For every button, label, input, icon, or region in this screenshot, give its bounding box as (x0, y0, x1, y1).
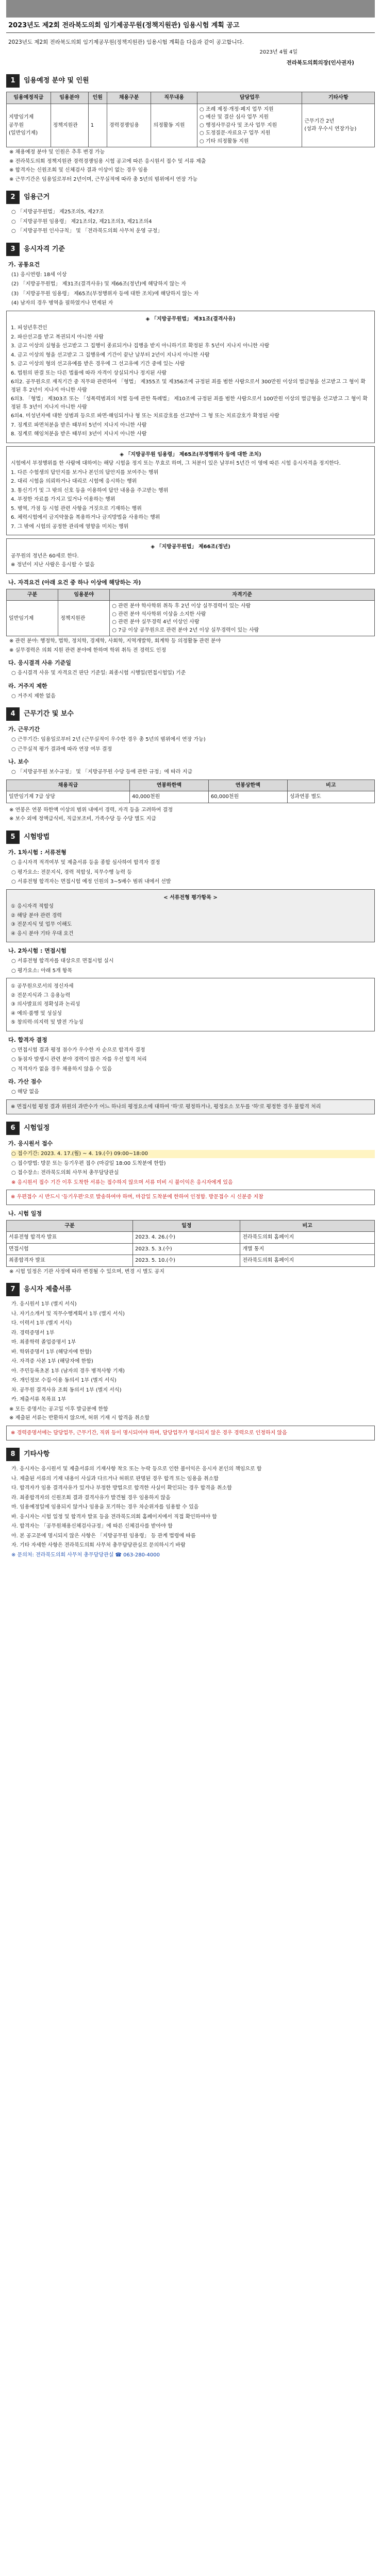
table-header-cell: 임용분야 (58, 589, 110, 601)
paragraph: ○ 거주지 제한 없음 (11, 693, 56, 699)
list-item: 5. 금고 이상의 형의 선고유예를 받은 경우에 그 선고유예 기간 중에 있는 사람 (11, 361, 185, 367)
paragraph: ○ 응시자격 적격여부 및 제출서류 등을 종합 심사하여 합격자 결정 (11, 860, 160, 866)
table-row (7, 1232, 375, 1244)
paragraph: ○ 「지방공무원 보수규정」 및 「지방공무원 수당 등에 관한 규정」에 따라 지급 (11, 769, 192, 775)
lead-text: 2023년도 제2회 전라북도의회 임기제공무원(정책지원관) 임용시험 계획을 다음과 같이 공고합니다. (8, 39, 244, 46)
table-header-cell: 자격기준 (110, 589, 375, 601)
list-item: 6의4. 미성년자에 대한 성범죄 등으로 파면·해임되거나 형 또는 치료감호를 선고받아 그 형 또는 치료감호가 확정된 사람 (11, 413, 279, 419)
table-cell: 60,000천원 (208, 791, 287, 803)
announcement-date: 2023년 4월 4일 (259, 49, 297, 56)
paragraph: ○ 평가요소: 전문지식, 경력 적합성, 직무수행 능력 등 (11, 869, 132, 875)
subsection-title: 다. 응시결격 사유 기준일 (8, 659, 71, 667)
note: ※ 채용예정 분야 및 인원은 추후 변경 가능 (9, 149, 105, 156)
list-item: 6의3. 「형법」 제303조 또는 「성폭력범죄의 처벌 등에 관한 특례법」 제10조에 규정된 죄를 범한 사람으로서 100만원 이상의 벌금형을 선고받고 그 형이 확정된 후 3년이 지나지 아니한 사람 (11, 396, 368, 410)
table-cell: 의정활동 지원 (151, 104, 197, 147)
list-item: 가. 응시자는 응시원서 및 제출서류의 기재사항 착오 또는 누락 등으로 인한 불이익은 응시자 본인의 책임으로 함 (11, 1466, 262, 1472)
table-header-cell: 임용예정직급 (7, 92, 51, 104)
section-6-header (6, 1122, 375, 1135)
table-cell: ○ 관련 분야 학사학위 취득 후 2년 이상 실무경력이 있는 사람 ○ 관련 분야 석사학위 이상을 소지한 사람 ○ 관련 분야 실무경력 4년 이상인 사람 ○ 7급 이상 공무원으로 관련 분야 2년 이상 실무경력이 있는 사람 (110, 601, 375, 636)
recruitment-table (6, 92, 375, 147)
subsection-title: 다. 합격자 결정 (8, 1036, 47, 1043)
table-cell: 성과연봉 별도 (287, 791, 374, 803)
paragraph: ○ 서류전형 합격자는 면접시험 예정 인원의 3~5배수 범위 내에서 선발 (11, 879, 171, 885)
paragraph: ○ 평가요소: 아래 5개 항목 (11, 968, 73, 974)
note: ※ 제출된 서류는 반환하지 않으며, 허위 기재 시 합격을 취소함 (9, 1415, 150, 1421)
table-cell: 2023. 4. 26.(수) (133, 1232, 240, 1244)
salary-table (6, 779, 375, 803)
paragraph: ○ 「지방공무원 인사규칙」 및 「전라북도의회 사무처 운영 규정」 (11, 228, 163, 234)
paragraph: (1) 응시연령: 18세 이상 (11, 272, 67, 278)
table-cell: 40,000천원 (129, 791, 208, 803)
note: ※ 보수 외에 정액급식비, 직급보조비, 가족수당 등 수당 별도 지급 (9, 816, 156, 822)
paragraph: ○ 접수장소: 전라북도의회 사무처 총무담당관실 (11, 1170, 119, 1176)
list-item: 가. 응시원서 1부 (별지 서식) (11, 1301, 77, 1308)
paragraph: ○ 해당 없음 (11, 1089, 39, 1095)
list-item: 나. 자기소개서 및 직무수행계획서 1부 (별지 서식) (11, 1311, 125, 1317)
list-item: ③ 전문지식 및 업무 이해도 (11, 922, 72, 927)
paragraph: (2) 「지방공무원법」 제31조(결격사유) 및 제66조(정년)에 해당하지 않는 자 (11, 281, 186, 287)
table-cell: 최종합격자 발표 (7, 1255, 133, 1267)
table-header-cell: 직무내용 (151, 92, 197, 104)
list-item: 나. 제출된 서류의 기재 내용이 사실과 다르거나 허위로 판명된 경우 합격 또는 임용을 취소함 (11, 1476, 219, 1482)
paragraph: (3) 「지방공무원 임용령」 제65조(부정행위자 등에 대한 조치)에 해당하지 않는 자 (11, 291, 199, 297)
career-cert-box: ※ 경력증명서에는 담당업무, 근무기간, 직위 등이 명시되어야 하며, 담당업무가 명시되지 않은 경우 경력으로 인정하지 않음 (6, 1426, 375, 1441)
list-item: ② 전문지식과 그 응용능력 (11, 992, 71, 998)
section-8-header (6, 1448, 375, 1461)
note: ※ 연봉은 연봉 하한액 이상의 범위 내에서 경력, 자격 등을 고려하여 결정 (9, 807, 173, 813)
mail-warning-box: ※ 우편접수 시 반드시 '등기우편'으로 발송하여야 하며, 마감일 도착분에 한하여 인정함. 방문접수 시 신분증 지참 (6, 1190, 375, 1205)
list-item: 4. 부정한 자료를 가지고 있거나 이용하는 행위 (11, 497, 115, 503)
subsection-title: 가. 응시원서 접수 (8, 1140, 53, 1147)
paragraph: ○ 동점자 발생시 관련 분야 경력이 많은 자를 우선 합격 처리 (11, 1057, 147, 1063)
table-cell: 전라북도의회 홈페이지 (240, 1232, 375, 1244)
table-cell: 개별 통지 (240, 1243, 375, 1255)
note: ※ 합격자는 신원조회 및 신체검사 결과 이상이 없는 경우 임용 (9, 167, 148, 174)
list-item: 6의2. 공무원으로 재직기간 중 직무와 관련하여 「형법」 제355조 및 제356조에 규정된 죄를 범한 사람으로서 300만원 이상의 벌금형을 선고받고 그 형이 확정된 후 2년이 지나지 아니한 사람 (11, 379, 366, 393)
table-header-cell: 비고 (287, 779, 374, 791)
table-cell: 근무기간 2년 (성과 우수시 연장가능) (302, 104, 375, 147)
section-number: 3 (6, 243, 20, 256)
list-item: 바. 학위증명서 1부 (해당자에 한함) (11, 1349, 92, 1355)
table-header-cell: 구분 (7, 1220, 133, 1232)
paragraph: ○ 응시결격 사유 및 자격요건 판단 기준일: 최종시험 시행일(면접시험일) 기준 (11, 670, 186, 676)
box-title: < 서류전형 평가항목 > (163, 894, 218, 901)
table-cell: 정책지원관 (51, 104, 88, 147)
section-number: 8 (6, 1448, 20, 1461)
schedule-table (6, 1220, 375, 1267)
table-cell: 서류전형 합격자 발표 (7, 1232, 133, 1244)
list-item: 카. 제출서류 목록표 1부 (11, 1397, 67, 1403)
list-item: 아. 본 공고문에 명시되지 않은 사항은 「지방공무원 임용령」 등 관계 법령에 따름 (11, 1533, 196, 1539)
list-item: 6. 체력시험에서 금지약물을 복용하거나 금지방법을 사용하는 행위 (11, 515, 160, 521)
section-title: 기타사항 (24, 1450, 50, 1459)
list-item: 차. 공무원 결격사유 조회 동의서 1부 (별지 서식) (11, 1387, 122, 1393)
subsection-title: 가. 공통요건 (8, 261, 40, 268)
page-title: 2023년도 제2회 전라북도의회 임기제공무원(정책지원관) 임용시험 계획 공고 (6, 21, 375, 33)
list-item: ④ 예의·품행 및 성실성 (11, 1010, 62, 1016)
list-item: 다. 합격자가 임용 결격사유가 있거나 부정한 방법으로 합격한 사실이 확인되는 경우 합격을 취소함 (11, 1485, 232, 1492)
list-item: 마. 임용예정일에 임용되지 않거나 임용을 포기하는 경우 차순위자를 임용할 수 있음 (11, 1504, 199, 1511)
list-item: 라. 경력증명서 1부 (11, 1330, 55, 1336)
list-item: 2. 대리 시험을 의뢰하거나 대리로 시험에 응시하는 행위 (11, 479, 137, 485)
table-cell: 면접시험 (7, 1243, 133, 1255)
table-cell: 1 (88, 104, 107, 147)
announcing-org: 전라북도의회의장(인사권자) (286, 59, 354, 66)
section-3-header (6, 243, 375, 256)
list-item: 3. 금고 이상의 실형을 선고받고 그 집행이 종료되거나 집행을 받지 아니하기로 확정된 후 5년이 지나지 아니한 사람 (11, 343, 270, 349)
table-header-cell: 일정 (133, 1220, 240, 1232)
table-header-cell: 담당업무 (197, 92, 302, 104)
list-item: 시험에서 부정행위를 한 사람에 대하여는 해당 시험을 정지 또는 무효로 하며, 그 처분이 있은 날부터 5년간 이 영에 따른 시험 응시자격을 정지한다. (11, 461, 341, 467)
subsection-title: 가. 근무기간 (8, 726, 40, 733)
section-title: 임용근거 (24, 193, 50, 201)
section-title: 응시자 제출서류 (24, 1285, 72, 1294)
section-number: 4 (6, 707, 20, 721)
list-item: 사. 자격증 사본 1부 (해당자에 한함) (11, 1359, 93, 1365)
subsection-title: 나. 보수 (8, 758, 29, 766)
list-item: ⑤ 창의력·의지력 및 발전 가능성 (11, 1020, 84, 1026)
table-header-cell: 비고 (240, 1220, 375, 1232)
table-cell: 일반임기제 (7, 601, 58, 636)
list-item: 1. 피성년후견인 (11, 325, 47, 331)
list-item: 공무원의 정년은 60세로 한다. (11, 553, 79, 559)
table-cell: 경력경쟁임용 (107, 104, 151, 147)
table-header-cell: 임용분야 (51, 92, 88, 104)
section-4-header (6, 707, 375, 721)
list-item: 2. 파산선고를 받고 복권되지 아니한 사람 (11, 334, 104, 340)
section-number: 7 (6, 1283, 20, 1296)
list-item: 바. 응시자는 시험 일정 및 합격자 발표 등을 전라북도의회 홈페이지에서 직접 확인하여야 함 (11, 1514, 217, 1520)
section-1-header (6, 74, 375, 88)
list-item: 사. 합격자는 「공무원채용신체검사규정」에 따른 신체검사를 받아야 함 (11, 1523, 173, 1530)
list-item: 4. 금고 이상의 형을 선고받고 그 집행유예 기간이 끝난 날부터 2년이 지나지 아니한 사람 (11, 352, 210, 358)
paragraph: ○ 접수방법: 방문 또는 등기우편 접수 (마감일 18:00 도착분에 한함) (11, 1160, 166, 1166)
table-header-cell: 채용직급 (7, 779, 130, 791)
list-item: ① 응시자격 적합성 (11, 904, 54, 909)
paragraph: (4) 남자의 경우 병역을 필하였거나 면제된 자 (11, 300, 113, 307)
box-title: ◈ 「지방공무원법」 제31조(결격사유) (145, 316, 236, 322)
contact-info: ※ 문의처: 전라북도의회 사무처 총무담당관실 ☎ 063-280-4000 (11, 1552, 160, 1558)
list-item: ① 공무원으로서의 정신자세 (11, 984, 74, 990)
note: ※ 근무기간은 임용일로부터 2년이며, 근무실적에 따라 총 5년의 범위에서 연장 가능 (9, 176, 198, 182)
list-item: ※ 정년이 지난 사람은 응시할 수 없음 (11, 562, 95, 568)
table-row (7, 1243, 375, 1255)
list-item: ③ 의사발표의 정확성과 논리성 (11, 1002, 80, 1008)
table-header-cell: 연봉상한액 (208, 779, 287, 791)
note: ※ 실무경력은 의회 지원 관련 분야에 한하며 학위 취득 전 경력도 인정 (9, 647, 167, 653)
section-5-header (6, 831, 375, 844)
paragraph: ○ 근무기간: 임용일로부터 2년 (근무실적이 우수한 경우 총 5년의 범위에서 연장 가능) (11, 737, 206, 743)
subsection-title: 나. 2차시험 : 면접시험 (8, 947, 67, 954)
box-title: ◈ 「지방공무원법」 제66조(정년) (151, 544, 230, 550)
section-title: 임용예정 분야 및 인원 (24, 77, 89, 85)
list-item: 아. 주민등록초본 1부 (남자의 경우 병적사항 기재) (11, 1368, 125, 1374)
section-number: 1 (6, 74, 20, 88)
section-title: 시험방법 (24, 833, 50, 841)
list-item: 마. 최종학력 졸업증명서 1부 (11, 1340, 76, 1346)
section-number: 5 (6, 831, 20, 844)
list-item: 5. 병역, 가점 등 시험 관련 사항을 거짓으로 기재하는 행위 (11, 505, 142, 512)
note: ※ 시험 일정은 기관 사정에 따라 변경될 수 있으며, 변경 시 별도 공지 (9, 1268, 164, 1275)
note: ※ 관련 분야: 행정학, 법학, 정치학, 경제학, 사회학, 지역개발학, 회계학 등 의정활동 관련 분야 (9, 638, 221, 645)
subsection-title: 라. 가산 점수 (8, 1078, 42, 1086)
list-item: ② 해당 분야 관련 경력 (11, 912, 62, 919)
list-item: 6. 법원의 판결 또는 다른 법률에 따라 자격이 상실되거나 정지된 사람 (11, 370, 167, 376)
paragraph: ○ 「지방공무원 임용령」 제21조의2, 제21조의3, 제21조의4 (11, 218, 152, 225)
table-row (7, 1255, 375, 1267)
retirement-box (6, 538, 375, 574)
table-header-cell: 연봉하한액 (129, 779, 208, 791)
table-cell: ○ 조례 제정·개정·폐지 업무 지원 ○ 예산 및 결산 심사 업무 지원 ○ 행정사무감사 및 조사 업무 지원 ○ 도정질문·자료요구 업무 지원 ○ 기타 의정활동 지원 (197, 104, 302, 147)
paragraph: ○ 근무실적 평가 결과에 따라 연장 여부 결정 (11, 746, 112, 752)
section-title: 근무기간 및 보수 (24, 710, 74, 718)
list-item: 3. 통신기기 및 그 밖의 신호 등을 이용하여 답안 내용을 주고받는 행위 (11, 487, 169, 494)
top-banner (6, 0, 375, 18)
section-title: 응시자격 기준 (24, 245, 65, 253)
subsection-title: 가. 1차시험 : 서류전형 (8, 849, 67, 856)
table-cell: 정책지원관 (58, 601, 110, 636)
list-item: 라. 최종합격자의 신원조회 결과 결격사유가 발견될 경우 임용하지 않음 (11, 1495, 171, 1501)
interview-criteria-box (6, 978, 375, 1031)
list-item: 다. 이력서 1부 (별지 서식) (11, 1320, 72, 1327)
paragraph: ○ 면접시험 결과 평정 점수가 우수한 자 순으로 합격자 결정 (11, 1047, 145, 1053)
table-header-cell: 구분 (7, 589, 58, 601)
list-item: 8. 징계로 해임처분을 받은 때부터 3년이 지나지 아니한 사람 (11, 431, 147, 437)
document-review-box (6, 889, 375, 943)
table-header-cell: 기타사항 (302, 92, 375, 104)
list-item: 자. 개인정보 수집·이용 동의서 1부 (별지 서식) (11, 1378, 117, 1384)
subsection-title: 라. 거주지 제한 (8, 682, 47, 689)
list-item: 1. 다른 수험생의 답안지를 보거나 본인의 답안지를 보여주는 행위 (11, 469, 159, 476)
table-header-cell: 인원 (88, 92, 107, 104)
section-title: 시험일정 (24, 1124, 50, 1132)
qualification-table (6, 589, 375, 637)
note: ※ 전라북도의회 정책지원관 경력경쟁임용 시험 공고에 따른 응시원서 접수 및 서류 제출 (9, 158, 206, 164)
list-item: 자. 기타 자세한 사항은 전라북도의회 사무처 총무담당관실로 문의하시기 바람 (11, 1543, 186, 1549)
section-number: 6 (6, 1122, 20, 1135)
section-7-header (6, 1283, 375, 1296)
disqualification-box (6, 311, 375, 443)
paragraph: ○ 서류전형 합격자를 대상으로 면접시험 실시 (11, 958, 114, 964)
misconduct-box (6, 446, 375, 536)
fail-criteria-box: ※ 면접시험 평정 결과 위원의 과반수가 어느 하나의 평정요소에 대하여 '하'로 평정하거나, 평정요소 모두를 '하'로 평정한 경우 불합격 처리 (6, 1099, 375, 1115)
table-cell: 지방임기제 공무원 (일반임기제) (7, 104, 51, 147)
box-title: ◈ 「지방공무원 임용령」 제65조(부정행위자 등에 대한 조치) (120, 451, 261, 457)
subsection-title: 나. 자격요건 (아래 요건 중 하나 이상에 해당하는 자) (8, 579, 141, 586)
table-cell: 2023. 5. 10.(수) (133, 1255, 240, 1267)
subsection-title: 나. 시험 일정 (8, 1210, 42, 1217)
paragraph: ○ 「지방공무원법」 제25조의5, 제27조 (11, 209, 104, 215)
section-2-header (6, 191, 375, 204)
note: ※ 모든 증명서는 공고일 이후 발급분에 한함 (9, 1406, 108, 1412)
list-item: 7. 그 밖에 시험의 공정한 관리에 영향을 미치는 행위 (11, 523, 129, 530)
paragraph: ○ 적격자가 없을 경우 채용하지 않을 수 있음 (11, 1066, 112, 1072)
paragraph: ○ 접수기간: 2023. 4. 17.(월) ~ 4. 19.(수) 09:00~18:00 (11, 1150, 375, 1158)
list-item: 7. 징계로 파면처분을 받은 때부터 5년이 지나지 아니한 사람 (11, 422, 147, 428)
table-header-cell: 채용구분 (107, 92, 151, 104)
table-cell: 2023. 5. 3.(수) (133, 1243, 240, 1255)
table-cell: 일반임기제 7급 상당 (7, 791, 130, 803)
warning-text: ※ 응시원서 접수 기간 이후 도착한 서류는 접수하지 않으며 서류 미비 시 불이익은 응시자에게 있음 (11, 1179, 233, 1185)
table-cell: 전라북도의회 홈페이지 (240, 1255, 375, 1267)
section-number: 2 (6, 191, 20, 204)
list-item: ④ 응시 분야 기타 우대 요건 (11, 930, 74, 937)
